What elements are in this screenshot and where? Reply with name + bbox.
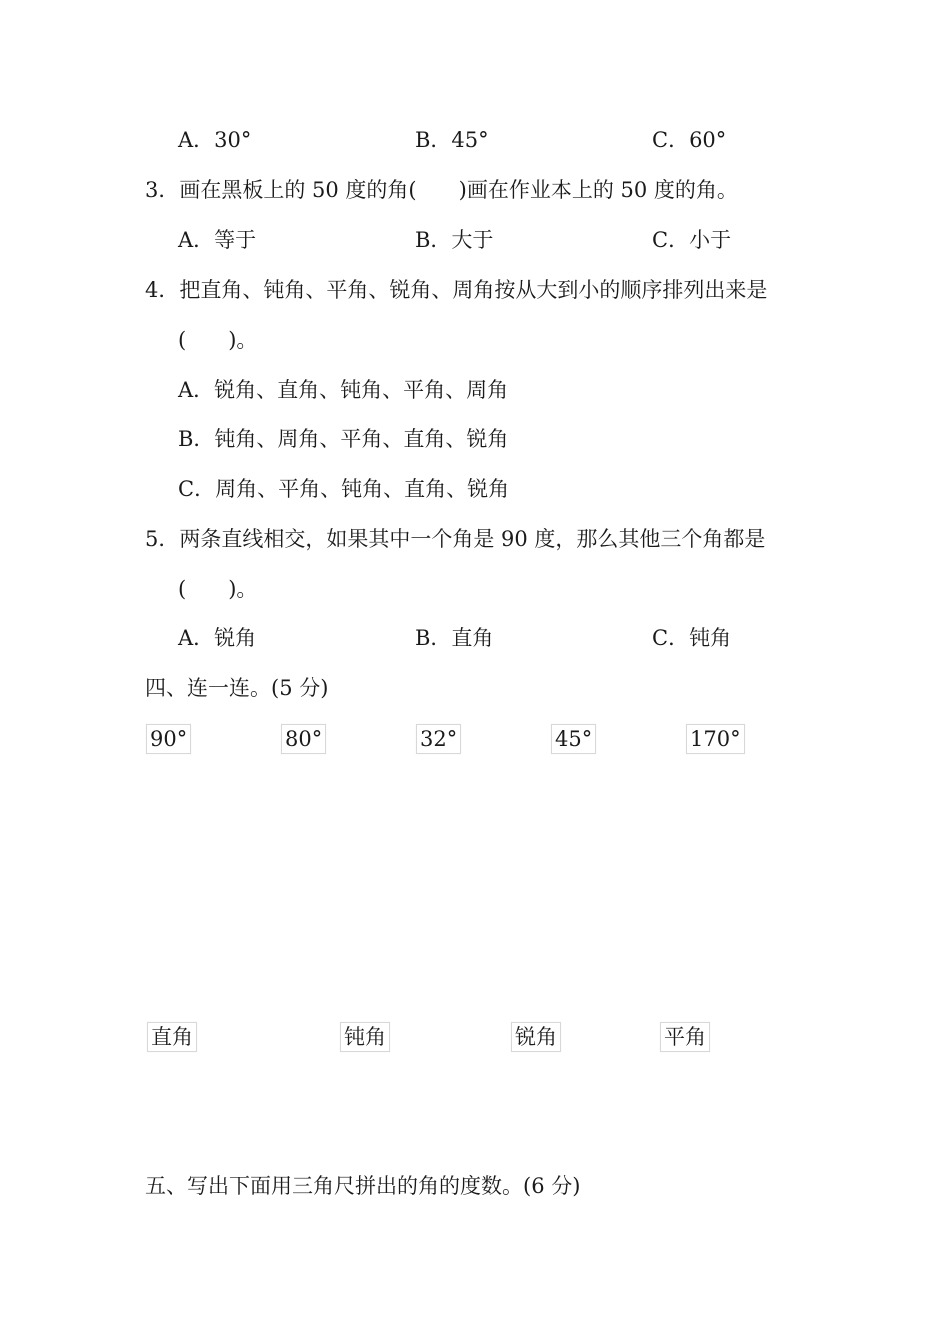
q4-option-b: B．钝角、周角、平角、直角、锐角 xyxy=(178,427,509,451)
q3-option-b: B．大于 xyxy=(415,228,494,252)
q4-blank: ( )。 xyxy=(178,328,258,352)
type-box-right-angle[interactable]: 直角 xyxy=(147,1022,197,1052)
section4-title: 四、连一连。(5 分) xyxy=(145,676,329,700)
q2-option-b: B．45° xyxy=(415,128,489,152)
q4-stem: 4．把直角、钝角、平角、锐角、周角按从大到小的顺序排列出来是 xyxy=(145,278,768,302)
q5-stem: 5．两条直线相交，如果其中一个角是 90 度，那么其他三个角都是 xyxy=(145,527,766,551)
q2-option-c: C．60° xyxy=(652,128,727,152)
q4-option-c: C．周角、平角、钝角、直角、锐角 xyxy=(178,477,510,501)
q3-option-a: A．等于 xyxy=(178,228,257,252)
q2-option-a: A．30° xyxy=(178,128,252,152)
q5-option-a: A．锐角 xyxy=(178,626,257,650)
degree-box-90[interactable]: 90° xyxy=(146,724,191,754)
degree-box-45[interactable]: 45° xyxy=(551,724,596,754)
type-box-obtuse-angle[interactable]: 钝角 xyxy=(340,1022,390,1052)
q3-option-c: C．小于 xyxy=(652,228,732,252)
degree-box-170[interactable]: 170° xyxy=(686,724,745,754)
q5-option-c: C．钝角 xyxy=(652,626,732,650)
section5-title: 五、写出下面用三角尺拼出的角的度数。(6 分) xyxy=(145,1174,581,1198)
q3-stem: 3．画在黑板上的 50 度的角( )画在作业本上的 50 度的角。 xyxy=(145,178,738,202)
q4-option-a: A．锐角、直角、钝角、平角、周角 xyxy=(178,378,509,402)
degree-box-32[interactable]: 32° xyxy=(416,724,461,754)
degree-box-80[interactable]: 80° xyxy=(281,724,326,754)
type-box-straight-angle[interactable]: 平角 xyxy=(660,1022,710,1052)
q5-blank: ( )。 xyxy=(178,577,258,601)
type-box-acute-angle[interactable]: 锐角 xyxy=(511,1022,561,1052)
q5-option-b: B．直角 xyxy=(415,626,494,650)
